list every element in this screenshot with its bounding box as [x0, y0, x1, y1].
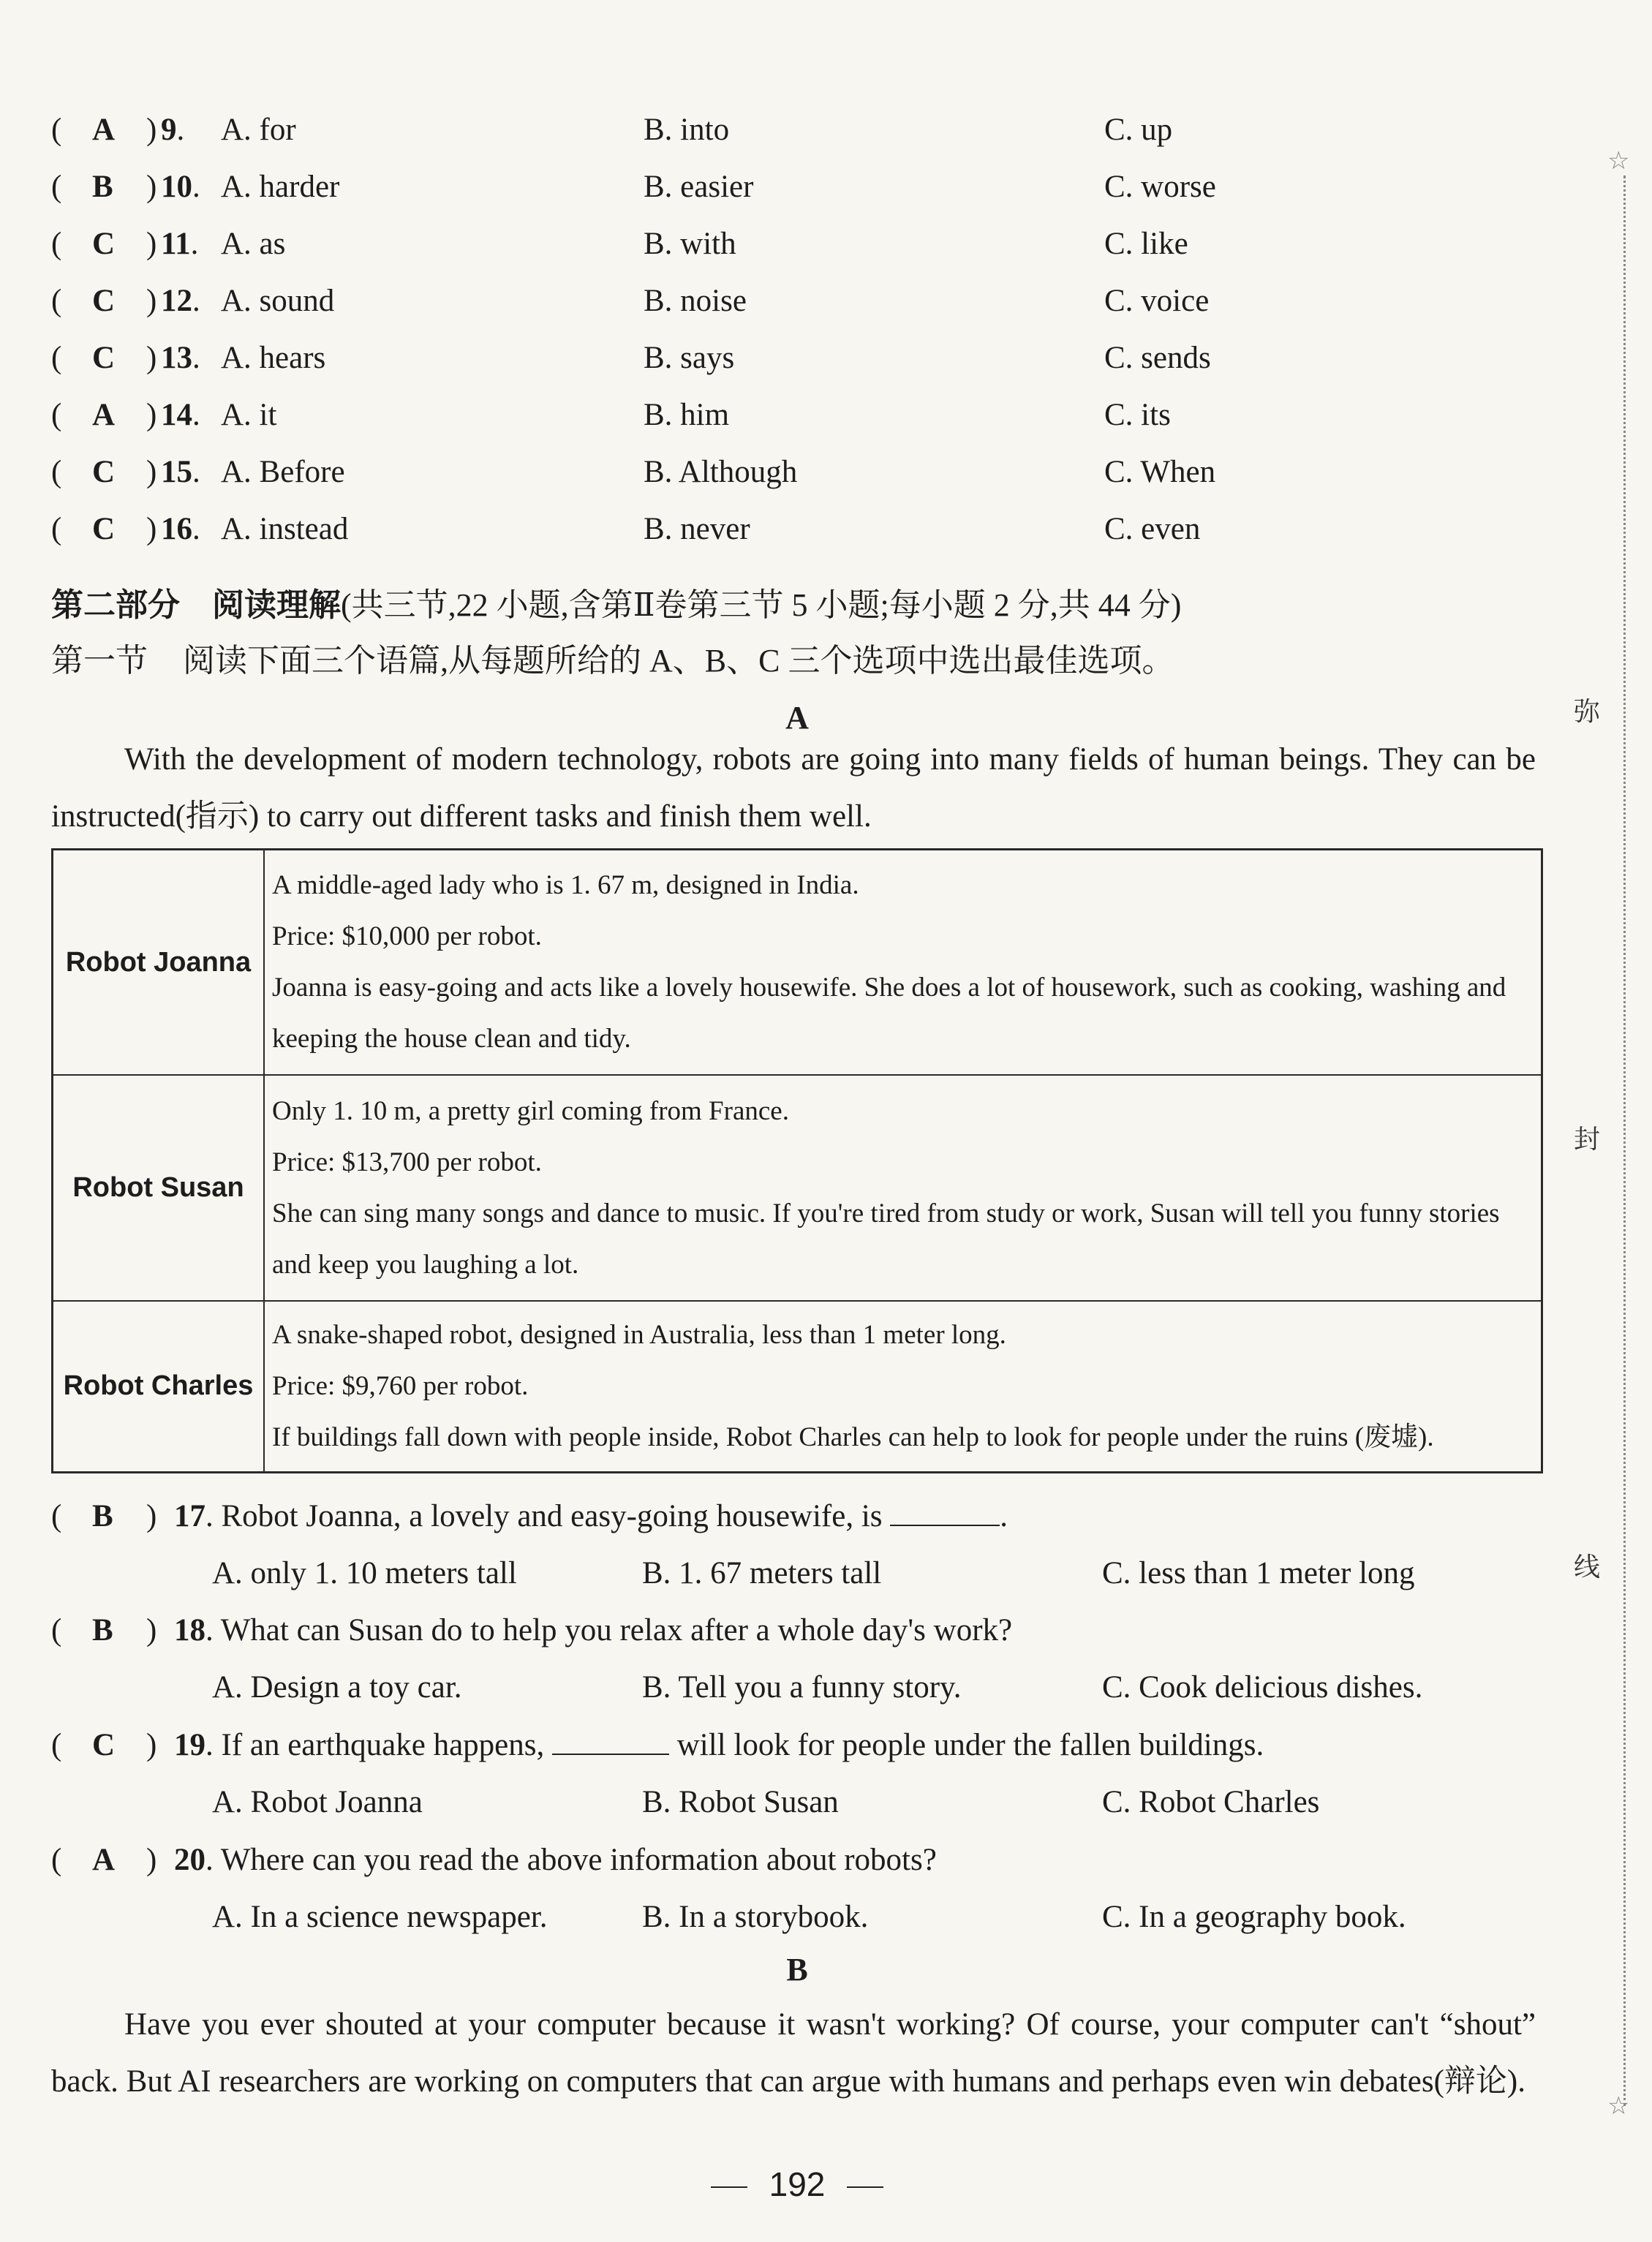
choice-b: B. Robot Susan [642, 1785, 839, 1819]
answer-letter: C [92, 455, 116, 489]
robot-desc-line: Joanna is easy-going and acts like a lovely housewife. She does a lot of housework, such as cooking, washing and keeping the house clean and tidy. [272, 973, 1506, 1054]
robot-table [51, 848, 1543, 1473]
answer-letter: A [92, 398, 116, 432]
question-text: 20. Where can you read the above information about robots? [174, 1843, 937, 1877]
answer-paren: ( [51, 1499, 62, 1533]
question-text: 18. What can Susan do to help you relax after a whole day's work? [174, 1613, 1013, 1647]
passage-a-heading: A [785, 700, 809, 736]
robot-description [264, 1075, 1542, 1300]
option-b: B. into [644, 113, 730, 147]
answer-letter: C [92, 1728, 116, 1762]
choice-c: C. Cook delicious dishes. [1102, 1670, 1423, 1705]
answer-letter: C [92, 512, 116, 546]
answer-letter: A [92, 1843, 116, 1877]
option-a: A. for [221, 113, 296, 147]
page-number [0, 2164, 1594, 2204]
star-icon: ☆ [1607, 148, 1630, 175]
question-text: 17. Robot Joanna, a lovely and easy-going housewife, is . [174, 1488, 1008, 1545]
choice-b: B. Tell you a funny story. [642, 1670, 962, 1705]
option-a: A. hears [221, 341, 326, 375]
answer-blank [552, 1721, 669, 1755]
question-number: 9. [161, 113, 185, 147]
binding-mark-feng: 封 [1573, 1125, 1600, 1155]
answer-letter: C [92, 227, 116, 261]
option-c: C. even [1104, 512, 1201, 546]
robot-description [264, 850, 1542, 1076]
option-b: B. says [644, 341, 735, 375]
option-a: A. sound [221, 284, 335, 318]
robot-desc-line: Price: $13,700 per robot. [272, 1147, 542, 1177]
option-c: C. up [1104, 113, 1173, 147]
part2-title: 第二部分 阅读理解 [51, 587, 341, 623]
page-number-dash-left [711, 2186, 747, 2188]
answer-letter: C [92, 284, 116, 318]
question-number: 12. [161, 284, 200, 318]
star-icon: ☆ [1607, 2093, 1630, 2120]
question-number: 14. [161, 398, 200, 432]
robot-row [53, 1075, 1542, 1300]
option-b: B. noise [644, 284, 747, 318]
section1-title: 第一节 [51, 643, 148, 679]
option-a: A. harder [221, 170, 340, 204]
question-choices [51, 1545, 1543, 1602]
question-stem [51, 1602, 1543, 1659]
question-stem [51, 1488, 1543, 1545]
option-c: C. When [1104, 455, 1216, 489]
option-b: B. with [644, 227, 736, 261]
page-number-dash-right [847, 2186, 883, 2188]
option-a: A. Before [221, 455, 345, 489]
question-stem [51, 1717, 1543, 1774]
answer-letter: C [92, 341, 116, 375]
robot-desc-line: Price: $9,760 per robot. [272, 1370, 529, 1401]
answer-paren-close: ) [146, 227, 157, 261]
answer-paren: ( [51, 113, 62, 147]
option-b: B. him [644, 398, 730, 432]
answer-letter: A [92, 113, 116, 147]
answer-paren: ( [51, 284, 62, 318]
robot-description [264, 1301, 1542, 1473]
question-number: 11. [161, 227, 199, 261]
answer-letter: B [92, 1613, 113, 1647]
answer-paren: ( [51, 455, 62, 489]
answer-row [51, 502, 1543, 557]
choice-b: B. 1. 67 meters tall [642, 1556, 882, 1590]
answer-paren-close: ) [146, 341, 157, 375]
question-choices [51, 1889, 1543, 1946]
option-c: C. worse [1104, 170, 1216, 204]
option-b: B. Although [644, 455, 798, 489]
answer-paren: ( [51, 512, 62, 546]
question-number: 13. [161, 341, 200, 375]
answer-row [51, 331, 1543, 386]
answer-paren-close: ) [146, 1843, 157, 1877]
answer-paren: ( [51, 1613, 62, 1647]
answer-paren-close: ) [146, 170, 157, 204]
question-choices [51, 1659, 1543, 1716]
answer-paren: ( [51, 1843, 62, 1877]
robot-row [53, 1301, 1542, 1473]
answer-paren-close: ) [146, 512, 157, 546]
answer-paren: ( [51, 227, 62, 261]
answer-paren-close: ) [146, 284, 157, 318]
binding-mark-mi: 弥 [1573, 697, 1600, 727]
answer-paren: ( [51, 341, 62, 375]
robot-name: Robot Susan [53, 1075, 265, 1300]
question-text: 19. If an earthquake happens, will look for people under the fallen buildings. [174, 1717, 1264, 1774]
question-stem [51, 1832, 1543, 1889]
passage-a-intro [51, 731, 1536, 845]
option-b: B. never [644, 512, 750, 546]
answer-letter: B [92, 1499, 113, 1533]
binding-margin [1565, 0, 1645, 2242]
answer-row [51, 102, 1543, 158]
robot-desc-line: A middle-aged lady who is 1. 67 m, designed in India. [272, 870, 859, 901]
seal-line [1623, 175, 1626, 2106]
robot-desc-line: A snake-shaped robot, designed in Australia, less than 1 meter long. [272, 1319, 1006, 1350]
part2-note: (共三节,22 小题,含第Ⅱ卷第三节 5 小题;每小题 2 分,共 44 分) [341, 587, 1182, 623]
option-b: B. easier [644, 170, 754, 204]
question-number: 15. [161, 455, 200, 489]
binding-mark-xian: 线 [1573, 1552, 1600, 1582]
answer-row [51, 445, 1543, 500]
page-number-value: 192 [769, 2165, 826, 2203]
robot-desc-line: If buildings fall down with people inside, Robot Charles can help to look for people under the ruins (废墟). [272, 1422, 1434, 1452]
answer-row [51, 216, 1543, 272]
answer-paren: ( [51, 1728, 62, 1762]
choice-a: A. In a science newspaper. [212, 1900, 548, 1934]
answer-paren-close: ) [146, 113, 157, 147]
answer-paren: ( [51, 398, 62, 432]
choice-a: A. Design a toy car. [212, 1670, 462, 1705]
option-a: A. as [221, 227, 286, 261]
choice-b: B. In a storybook. [642, 1900, 869, 1934]
passage-b-heading: B [786, 1952, 808, 1988]
option-c: C. like [1104, 227, 1188, 261]
part2-heading [51, 578, 1181, 633]
option-c: C. its [1104, 398, 1171, 432]
answer-row [51, 159, 1543, 215]
question-choices [51, 1774, 1543, 1831]
answer-paren-close: ) [146, 1613, 157, 1647]
section1-instruction: 阅读下面三个语篇,从每题所给的 A、B、C 三个选项中选出最佳选项。 [183, 643, 1174, 679]
answer-paren: ( [51, 170, 62, 204]
robot-desc-line: She can sing many songs and dance to music. If you're tired from study or work, Susan will tell you funny stories and keep you laughing a lot. [272, 1198, 1500, 1280]
answer-paren-close: ) [146, 455, 157, 489]
robot-name: Robot Joanna [53, 850, 265, 1076]
option-c: C. voice [1104, 284, 1210, 318]
choice-c: C. In a geography book. [1102, 1900, 1406, 1934]
passage-a-intro-text: With the development of modern technology, robots are going into many fields of human beings. They can be instructed(指示) to carry out different tasks and finish them well. [51, 742, 1536, 834]
answer-paren-close: ) [146, 398, 157, 432]
question-number: 10. [161, 170, 200, 204]
option-c: C. sends [1104, 341, 1211, 375]
robot-desc-line: Price: $10,000 per robot. [272, 921, 542, 952]
robot-row [53, 850, 1542, 1076]
robot-desc-line: Only 1. 10 m, a pretty girl coming from France. [272, 1095, 789, 1126]
answer-row [51, 273, 1543, 329]
section1-heading [51, 633, 1174, 689]
option-a: A. instead [221, 512, 349, 546]
answer-row [51, 388, 1543, 443]
passage-b-intro-text: Have you ever shouted at your computer because it wasn't working? Of course, your computer can't “shout” back. But AI researchers are working on computers that can argue with humans and perhaps even win debates(辩论). [51, 2007, 1536, 2099]
answer-paren-close: ) [146, 1728, 157, 1762]
robot-name: Robot Charles [53, 1301, 265, 1473]
answer-letter: B [92, 170, 113, 204]
answer-paren-close: ) [146, 1499, 157, 1533]
answer-blank [890, 1492, 1000, 1526]
choice-c: C. less than 1 meter long [1102, 1556, 1415, 1590]
passage-b-intro [51, 1996, 1536, 2110]
question-number: 16. [161, 512, 200, 546]
option-a: A. it [221, 398, 277, 432]
choice-a: A. Robot Joanna [212, 1785, 423, 1819]
choice-c: C. Robot Charles [1102, 1785, 1320, 1819]
choice-a: A. only 1. 10 meters tall [212, 1556, 517, 1590]
